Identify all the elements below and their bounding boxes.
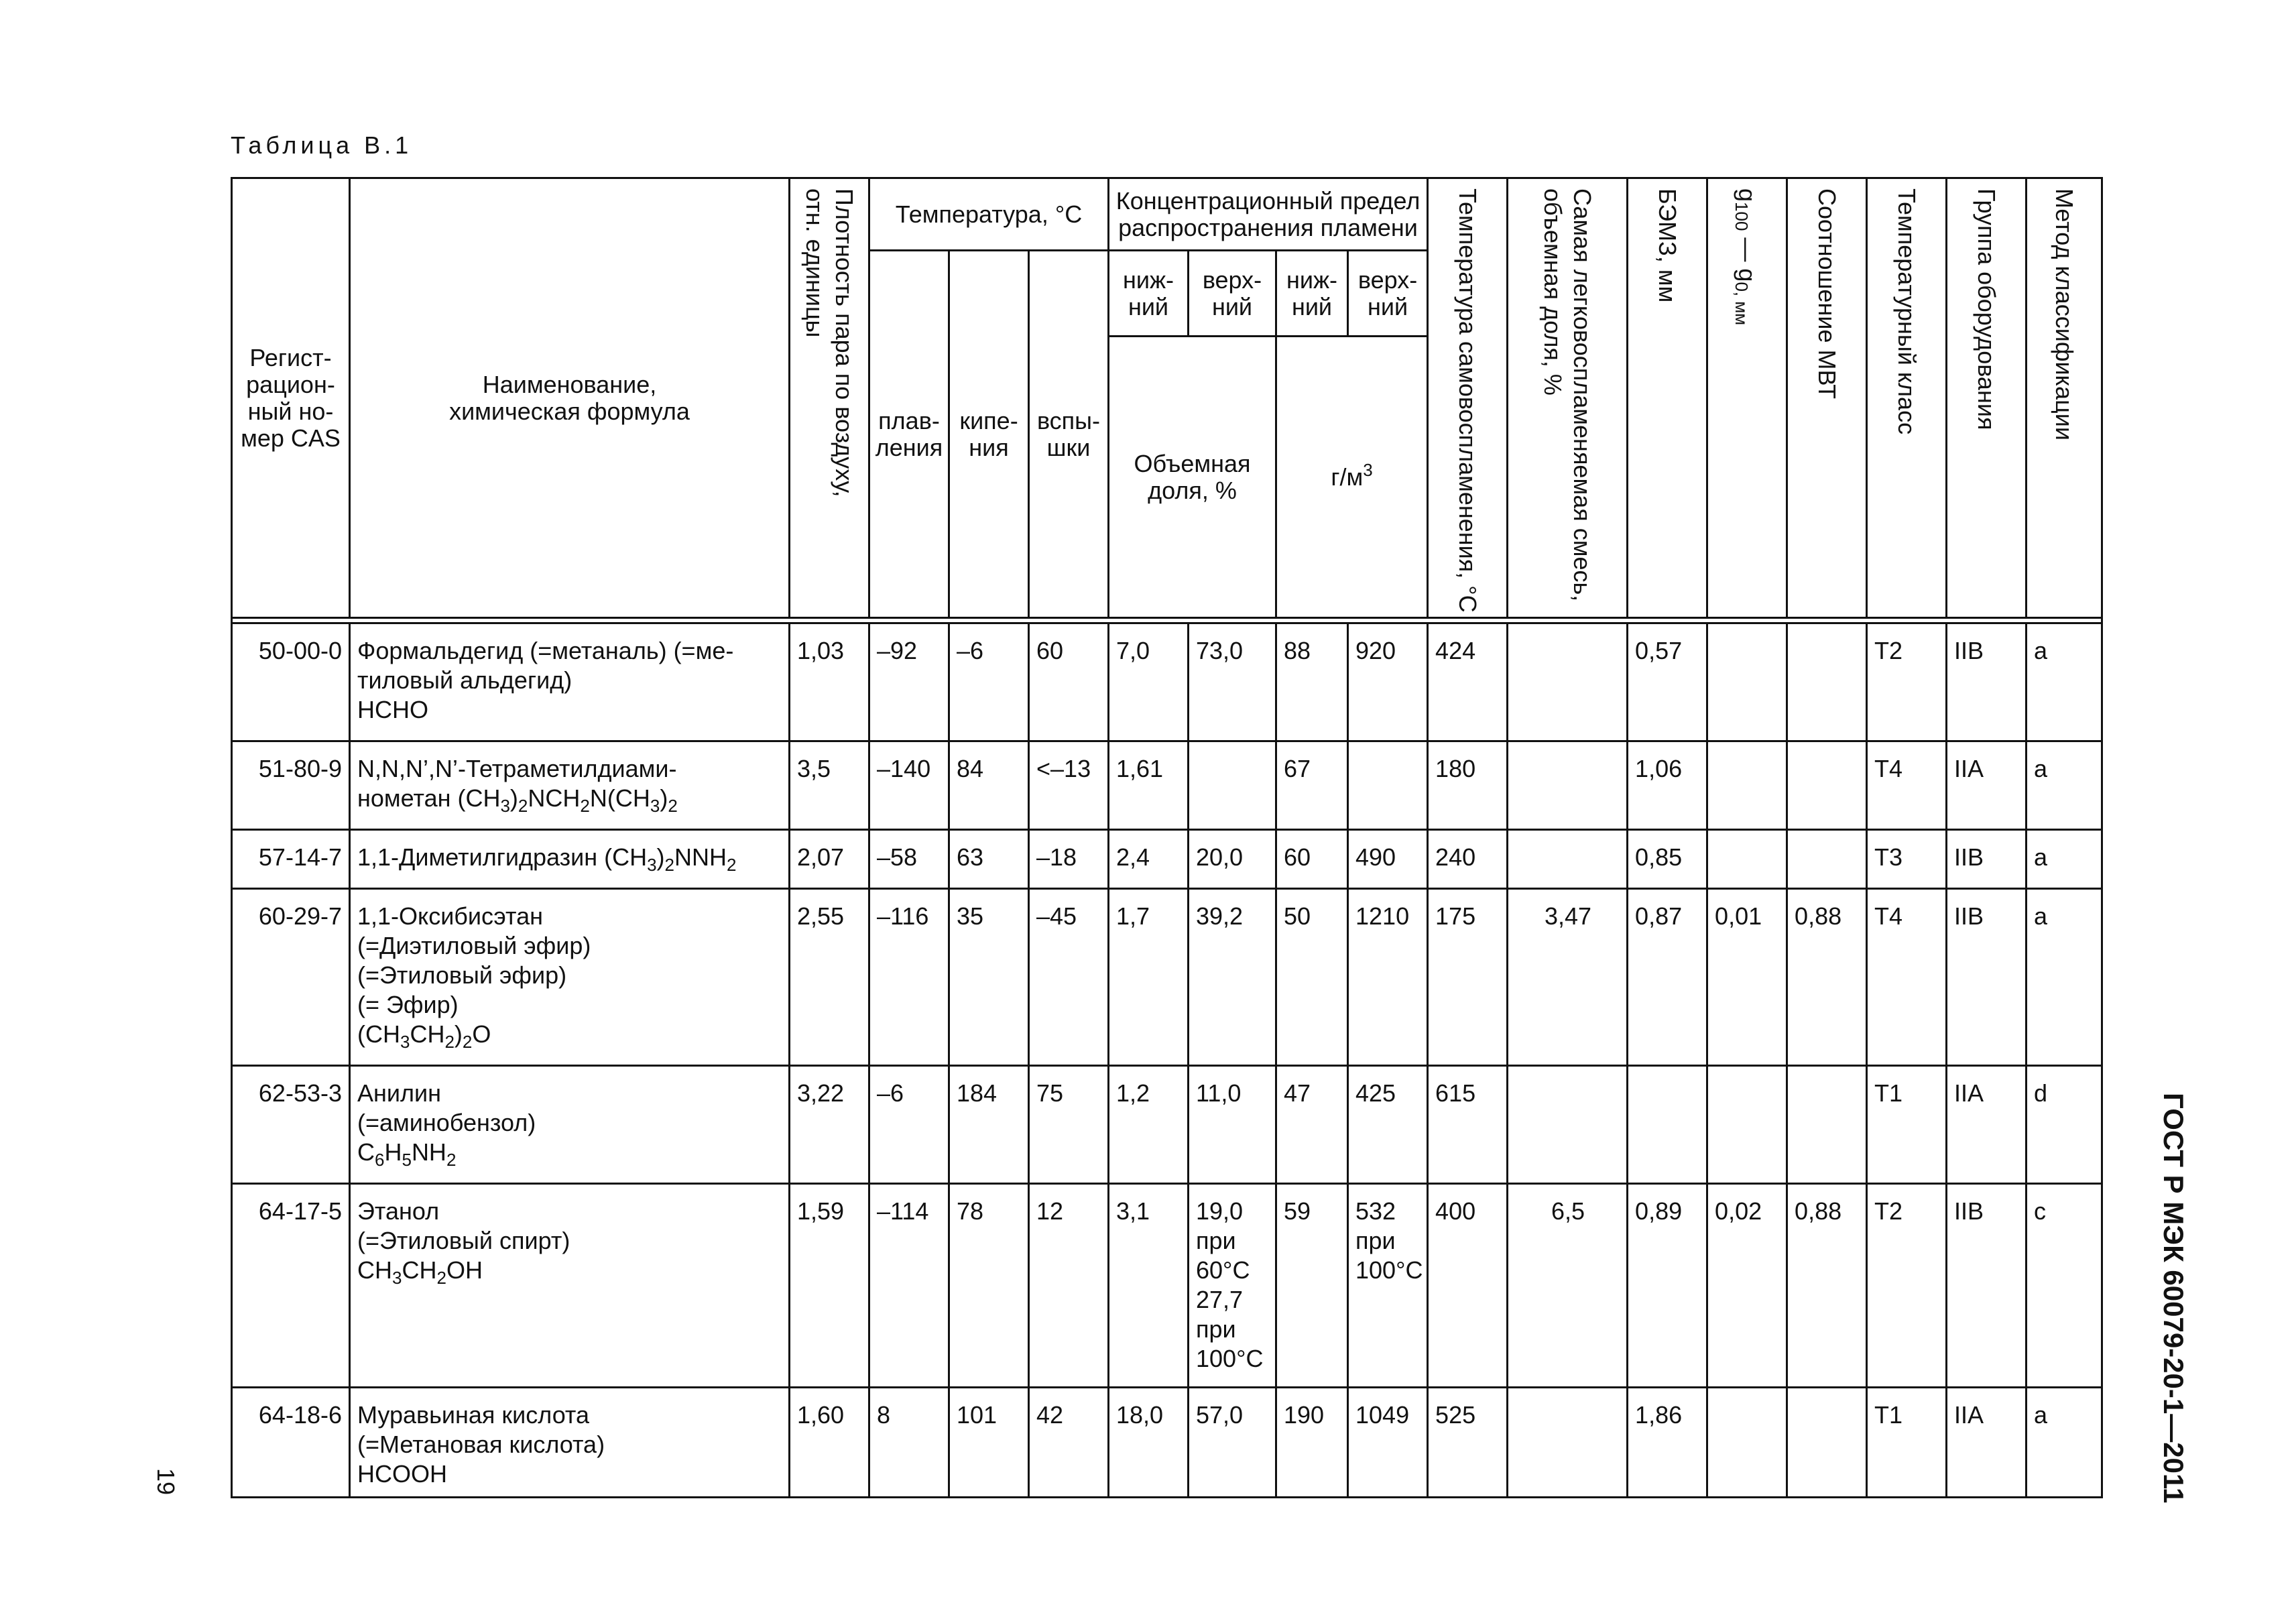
table-caption: Таблица В.1 (231, 131, 413, 159)
cell-mic (1787, 741, 1867, 830)
cell-mfm (1508, 1388, 1628, 1498)
cell-meth: d (2027, 1066, 2102, 1184)
cell-melt: –92 (869, 623, 949, 741)
cell-diff (1707, 741, 1787, 830)
header-flash: вспы- шки (1029, 251, 1109, 618)
cell-name: Муравьиная кислота (=Метановая кислота) HCOOH (350, 1388, 790, 1498)
header-name: Наименование, химическая формула (350, 178, 790, 618)
cell-lg: 190 (1276, 1388, 1348, 1498)
cell-name: Формальдегид (=метаналь) (=ме- тиловый альдегид) HCHO (350, 623, 790, 741)
header-temp-class: Температурный класс (1867, 178, 1947, 618)
cell-ug: 532 при 100°С (1348, 1184, 1428, 1388)
header-method: Метод классификации (2027, 178, 2102, 618)
cell-lg: 50 (1276, 889, 1348, 1066)
cell-ait: 400 (1428, 1184, 1508, 1388)
cell-meth: c (2027, 1184, 2102, 1388)
data-table (231, 177, 2103, 1498)
header-mic: Соотношение МВТ (1787, 178, 1867, 618)
cell-tc: T2 (1867, 1184, 1947, 1388)
header-density: Плотность пара по воздуху, отн. единицы (790, 178, 869, 618)
cell-tc: T4 (1867, 889, 1947, 1066)
cell-uv: 20,0 (1189, 830, 1276, 889)
cell-name: Этанол (=Этиловый спирт) $CH_3CH_2OH$ (350, 1184, 790, 1388)
cell-cas: 57-14-7 (232, 830, 350, 889)
cell-cas: 51-80-9 (232, 741, 350, 830)
cell-lg: 88 (1276, 623, 1348, 741)
cell-tc: T3 (1867, 830, 1947, 889)
cell-melt: –6 (869, 1066, 949, 1184)
cell-boil: –6 (949, 623, 1029, 741)
cell-flash: 60 (1029, 623, 1109, 741)
table-row (232, 741, 2102, 830)
header-cas: Регист- рацион- ный но- мер CAS (232, 178, 350, 618)
header-lower-vol: ниж- ний (1109, 251, 1189, 337)
header-gm3: $г/м^3$ (1276, 337, 1428, 618)
cell-flash: –45 (1029, 889, 1109, 1066)
header-most-flammable: Самая легковоспламеняемая смесь, объемная доля, % (1508, 178, 1628, 618)
cell-boil: 63 (949, 830, 1029, 889)
header-temperature: Температура, °С (869, 178, 1109, 251)
cell-density: 3,5 (790, 741, 869, 830)
cell-ug: 425 (1348, 1066, 1428, 1184)
cell-boil: 101 (949, 1388, 1029, 1498)
cell-ait: 175 (1428, 889, 1508, 1066)
cell-meth: a (2027, 889, 2102, 1066)
cell-cas: 64-18-6 (232, 1388, 350, 1498)
cell-lg: 59 (1276, 1184, 1348, 1388)
table-row (232, 889, 2102, 1066)
cell-boil: 84 (949, 741, 1029, 830)
cell-lv: 7,0 (1109, 623, 1189, 741)
cell-lv: 18,0 (1109, 1388, 1189, 1498)
cell-density: 2,07 (790, 830, 869, 889)
header-diff: $g_{100}$ — $g_{0, мм}$ (1707, 178, 1787, 618)
cell-ug (1348, 741, 1428, 830)
cell-name: N,N,N’,N’-Тетраметилдиами- нометан $(CH_3)_2NCH_2N(CH_3)_2$ (350, 741, 790, 830)
cell-melt: –140 (869, 741, 949, 830)
cell-uv: 73,0 (1189, 623, 1276, 741)
cell-boil: 184 (949, 1066, 1029, 1184)
cell-uv: 39,2 (1189, 889, 1276, 1066)
cell-melt: –114 (869, 1184, 949, 1388)
cell-grp: IIA (1947, 1388, 2027, 1498)
page-number: 19 (152, 1468, 180, 1496)
cell-tc: T1 (1867, 1388, 1947, 1498)
cell-uv: 19,0 при 60°С 27,7 при 100°С (1189, 1184, 1276, 1388)
cell-mesg: 1,06 (1628, 741, 1707, 830)
cell-melt: 8 (869, 1388, 949, 1498)
header-group: Группа оборудования (1947, 178, 2027, 618)
cell-mesg: 0,57 (1628, 623, 1707, 741)
cell-cas: 50-00-0 (232, 623, 350, 741)
header-vol-fraction: Объемная доля, % (1109, 337, 1276, 618)
cell-density: 1,60 (790, 1388, 869, 1498)
header-upper-gm3: верх- ний (1348, 251, 1428, 337)
cell-density: 3,22 (790, 1066, 869, 1184)
cell-density: 2,55 (790, 889, 869, 1066)
header-boiling: кипе- ния (949, 251, 1029, 618)
header-upper-vol: верх- ний (1189, 251, 1276, 337)
cell-ait: 525 (1428, 1388, 1508, 1498)
cell-lg: 47 (1276, 1066, 1348, 1184)
cell-mesg: 0,87 (1628, 889, 1707, 1066)
cell-mic: 0,88 (1787, 1184, 1867, 1388)
cell-tc: T2 (1867, 623, 1947, 741)
cell-uv: 57,0 (1189, 1388, 1276, 1498)
cell-mfm (1508, 1066, 1628, 1184)
cell-mesg: 0,89 (1628, 1184, 1707, 1388)
cell-grp: IIA (1947, 741, 2027, 830)
cell-name: Анилин (=аминобензол) $C_6H_5NH_2$ (350, 1066, 790, 1184)
cell-diff (1707, 1066, 1787, 1184)
cell-density: 1,59 (790, 1184, 869, 1388)
cell-diff (1707, 830, 1787, 889)
cell-name: 1,1-Оксибисэтан (=Диэтиловый эфир) (=Этиловый эфир) (= Эфир) $(CH_3CH_2)_2O$ (350, 889, 790, 1066)
cell-mfm (1508, 741, 1628, 830)
cell-mfm: 3,47 (1508, 889, 1628, 1066)
cell-mic (1787, 623, 1867, 741)
cell-ait: 424 (1428, 623, 1508, 741)
cell-grp: IIB (1947, 889, 2027, 1066)
cell-mfm (1508, 623, 1628, 741)
header-autoignition: Температура самовоспламенения, °С (1428, 178, 1508, 618)
header-mesg: БЭМЗ, мм (1628, 178, 1707, 618)
cell-diff (1707, 623, 1787, 741)
cell-tc: T1 (1867, 1066, 1947, 1184)
cell-meth: a (2027, 623, 2102, 741)
cell-mesg (1628, 1066, 1707, 1184)
cell-grp: IIB (1947, 623, 2027, 741)
cell-cas: 62-53-3 (232, 1066, 350, 1184)
table-row (232, 623, 2102, 741)
table-row (232, 1388, 2102, 1498)
cell-ait: 180 (1428, 741, 1508, 830)
cell-meth: a (2027, 741, 2102, 830)
cell-flash: <–13 (1029, 741, 1109, 830)
table-row (232, 1066, 2102, 1184)
cell-uv: 11,0 (1189, 1066, 1276, 1184)
cell-ait: 240 (1428, 830, 1508, 889)
cell-ug: 1049 (1348, 1388, 1428, 1498)
table-row (232, 1184, 2102, 1388)
cell-mfm: 6,5 (1508, 1184, 1628, 1388)
cell-grp: IIB (1947, 830, 2027, 889)
cell-lv: 1,7 (1109, 889, 1189, 1066)
cell-cas: 64-17-5 (232, 1184, 350, 1388)
header-lower-gm3: ниж- ний (1276, 251, 1348, 337)
cell-cas: 60-29-7 (232, 889, 350, 1066)
standard-header: ГОСТ Р МЭК 60079-20-1—2011 (2158, 1093, 2189, 1504)
cell-ug: 490 (1348, 830, 1428, 889)
cell-lv: 1,2 (1109, 1066, 1189, 1184)
cell-boil: 78 (949, 1184, 1029, 1388)
header-melting: плав- ления (869, 251, 949, 618)
cell-flash: 42 (1029, 1388, 1109, 1498)
cell-meth: a (2027, 830, 2102, 889)
cell-diff (1707, 1388, 1787, 1498)
cell-mesg: 1,86 (1628, 1388, 1707, 1498)
cell-meth: a (2027, 1388, 2102, 1498)
cell-grp: IIA (1947, 1066, 2027, 1184)
cell-ug: 1210 (1348, 889, 1428, 1066)
cell-mesg: 0,85 (1628, 830, 1707, 889)
cell-flash: 12 (1029, 1184, 1109, 1388)
cell-uv (1189, 741, 1276, 830)
cell-name: 1,1-Диметилгидразин $(CH_3)_2NNH_2$ (350, 830, 790, 889)
cell-lg: 67 (1276, 741, 1348, 830)
cell-mic: 0,88 (1787, 889, 1867, 1066)
header-conc-limit: Концентрационный предел распространения пламени (1109, 178, 1428, 251)
cell-lv: 2,4 (1109, 830, 1189, 889)
cell-density: 1,03 (790, 623, 869, 741)
cell-ait: 615 (1428, 1066, 1508, 1184)
cell-mfm (1508, 830, 1628, 889)
cell-flash: –18 (1029, 830, 1109, 889)
cell-tc: T4 (1867, 741, 1947, 830)
cell-melt: –58 (869, 830, 949, 889)
cell-lv: 1,61 (1109, 741, 1189, 830)
cell-melt: –116 (869, 889, 949, 1066)
cell-ug: 920 (1348, 623, 1428, 741)
cell-grp: IIB (1947, 1184, 2027, 1388)
cell-mic (1787, 830, 1867, 889)
cell-diff: 0,02 (1707, 1184, 1787, 1388)
cell-diff: 0,01 (1707, 889, 1787, 1066)
cell-lv: 3,1 (1109, 1184, 1189, 1388)
cell-mic (1787, 1066, 1867, 1184)
cell-boil: 35 (949, 889, 1029, 1066)
cell-mic (1787, 1388, 1867, 1498)
cell-flash: 75 (1029, 1066, 1109, 1184)
cell-lg: 60 (1276, 830, 1348, 889)
table-row (232, 830, 2102, 889)
